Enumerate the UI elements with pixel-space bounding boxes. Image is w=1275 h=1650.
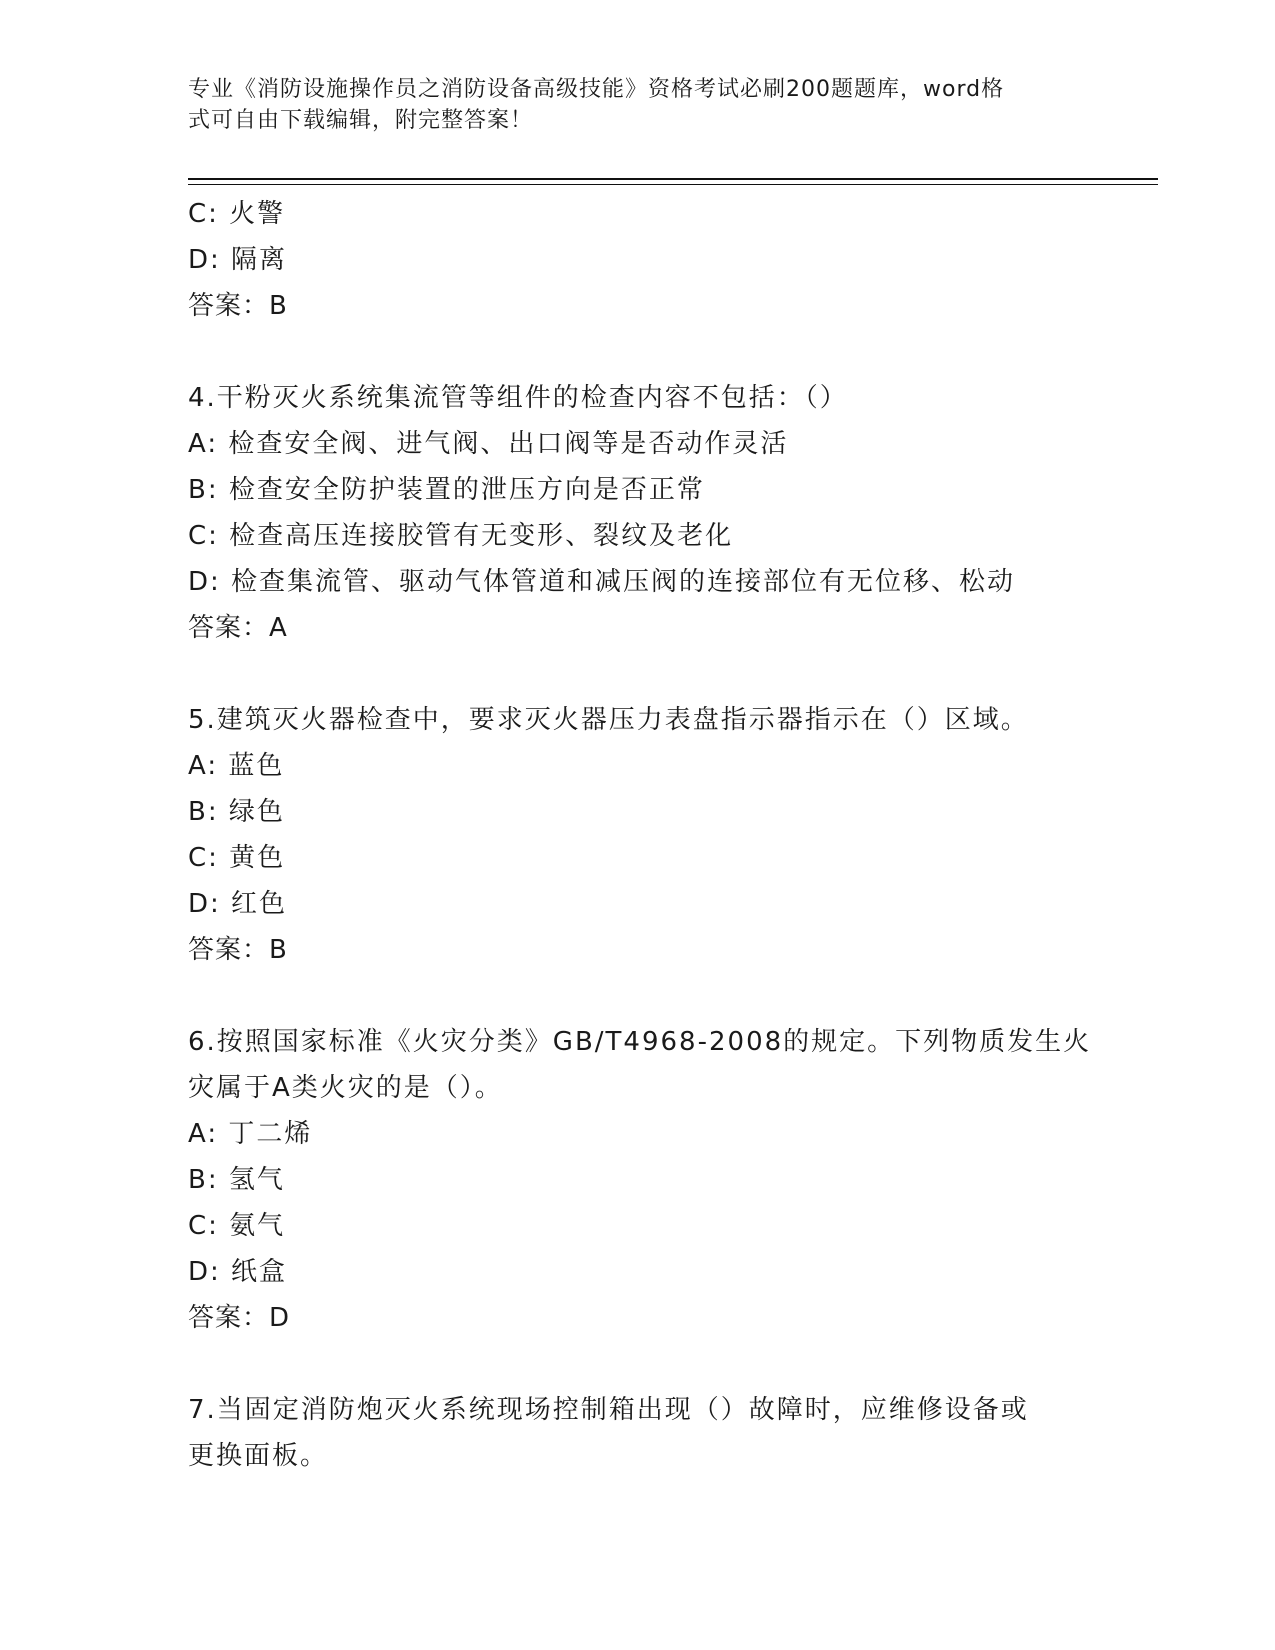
option-d: D: 隔离 [188,245,288,275]
spacer [188,1341,1088,1387]
spacer [188,651,1088,697]
question-4 [188,375,1088,651]
header-divider-thick [188,178,1158,180]
option-c: C: 火警 [188,199,286,229]
document-header [188,74,1068,136]
option-c: C: 检查高压连接胶管有无变形、裂纹及老化 [188,521,734,551]
option-d: D: 纸盒 [188,1257,288,1287]
spacer [188,329,1088,375]
answer-line: 答案：B [188,291,288,321]
option-c: C: 氨气 [188,1211,286,1241]
question-7 [188,1387,1088,1479]
answer-line: 答案：B [188,935,288,965]
header-line-2: 式可自由下载编辑，附完整答案！ [188,108,534,133]
question-3-partial [188,191,1088,329]
option-b: B: 绿色 [188,797,285,827]
option-c: C: 黄色 [188,843,286,873]
question-list [188,191,1092,1479]
option-a: A: 丁二烯 [188,1119,313,1149]
question-stem: 4.干粉灭火系统集流管等组件的检查内容不包括：（） [188,383,848,413]
question-6 [188,1019,1092,1341]
header-divider-thin [188,184,1158,185]
question-stem: 5.建筑灭火器检查中，要求灭火器压力表盘指示器指示在（）区域。 [188,705,1029,735]
option-d: D: 红色 [188,889,288,919]
question-stem-line-1: 7.当固定消防炮灭火系统现场控制箱出现（）故障时，应维修设备或 [188,1395,1029,1425]
question-stem-line-2: 灾属于A类火灾的是（）。 [188,1073,503,1103]
header-line-1: 专业《消防设施操作员之消防设备高级技能》资格考试必刷200题题库，word格 [188,77,1005,102]
question-5 [188,697,1088,973]
question-stem-line-1: 6.按照国家标准《火灾分类》GB/T4968-2008的规定。下列物质发生火 [188,1027,1092,1057]
option-b: B: 氢气 [188,1165,285,1195]
option-b: B: 检查安全防护装置的泄压方向是否正常 [188,475,705,505]
spacer [188,973,1088,1019]
option-a: A: 检查安全阀、进气阀、出口阀等是否动作灵活 [188,429,789,459]
question-stem-line-2: 更换面板。 [188,1441,329,1471]
option-a: A: 蓝色 [188,751,285,781]
answer-line: 答案：A [188,613,288,643]
option-d: D: 检查集流管、驱动气体管道和减压阀的连接部位有无位移、松动 [188,567,1016,597]
answer-line: 答案：D [188,1303,291,1333]
